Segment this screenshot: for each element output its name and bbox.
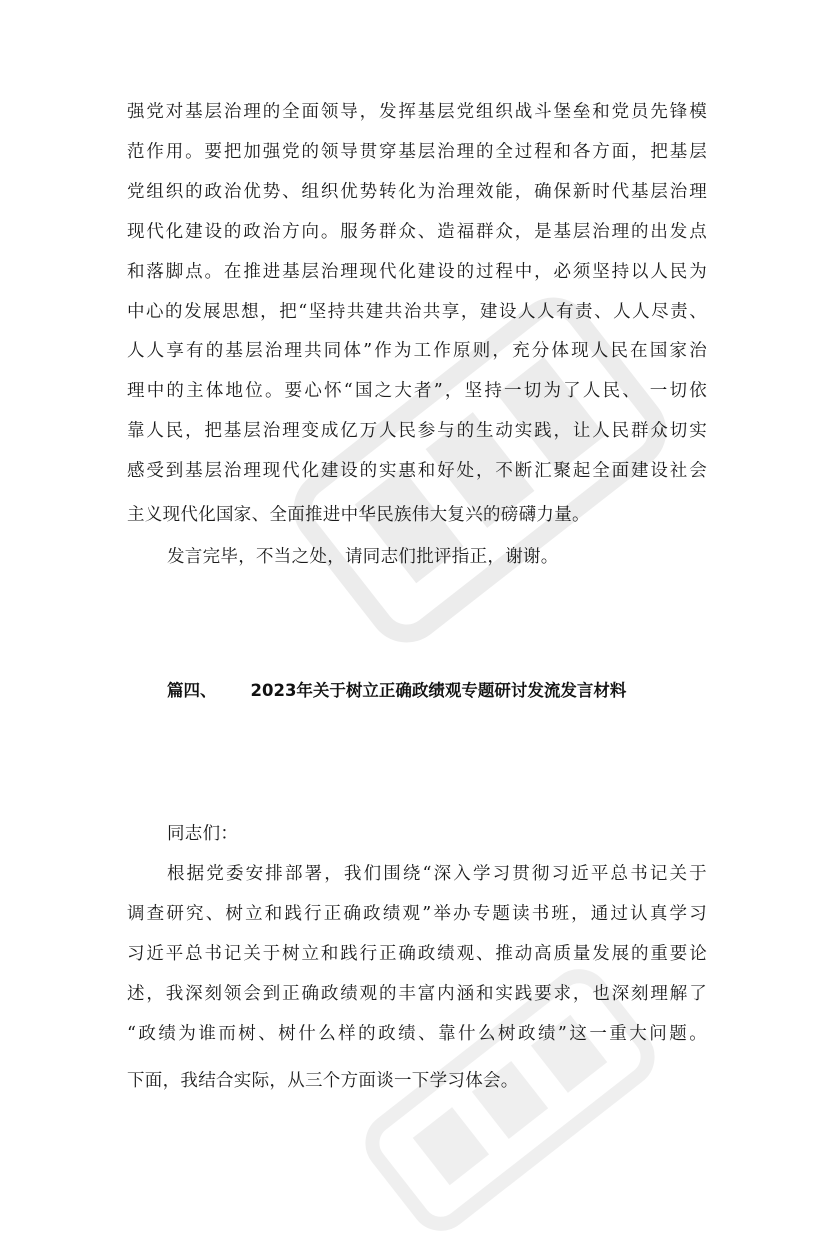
paragraph1-line-7: 人人享有的基层治理共同体”作为工作原则，充分体现人民在国家治 bbox=[127, 341, 707, 361]
paragraph1-line-5: 和落脚点。在推进基层治理现代化建设的过程中，必须坚持以人民为 bbox=[127, 262, 707, 282]
section-title: 2023年关于树立正确政绩观专题研讨发流发言材料 bbox=[250, 681, 627, 700]
paragraph2-line-3: 习近平总书记关于树立和践行正确政绩观、推动高质量发展的重要论 bbox=[127, 944, 707, 964]
paragraph1-line-11: 主义现代化国家、全面推进中华民族伟大复兴的磅礴力量。 bbox=[127, 505, 590, 525]
section-heading bbox=[167, 680, 626, 702]
section-number: 篇四、 bbox=[167, 681, 217, 700]
paragraph1-line-2: 范作用。要把加强党的领导贯穿基层治理的全过程和各方面，把基层 bbox=[127, 142, 707, 162]
paragraph2-line-4: 述，我深刻领会到正确政绩观的丰富内涵和实践要求，也深刻理解了 bbox=[127, 984, 707, 1004]
paragraph2-line-2: 调查研究、树立和践行正确政绩观”举办专题读书班，通过认真学习 bbox=[127, 904, 707, 924]
paragraph1-line-6: 中心的发展思想，把“坚持共建共治共享，建设人人有责、人人尽责、 bbox=[127, 302, 707, 322]
paragraph1-line-3: 党组织的政治优势、组织优势转化为治理效能，确保新时代基层治理 bbox=[127, 182, 707, 202]
closing-remark: 发言完毕，不当之处，请同志们批评指正，谢谢。 bbox=[167, 547, 559, 567]
paragraph1-line-1: 强党对基层治理的全面领导，发挥基层党组织战斗堡垒和党员先锋模 bbox=[127, 102, 707, 122]
salutation: 同志们： bbox=[167, 824, 239, 844]
paragraph2-line-5: “政绩为谁而树、树什么样的政绩、靠什么树政绩”这一重大问题。 bbox=[127, 1024, 707, 1044]
paragraph2-line-1: 根据党委安排部署，我们围绕“深入学习贯彻习近平总书记关于 bbox=[167, 864, 707, 884]
paragraph1-line-10: 感受到基层治理现代化建设的实惠和好处，不断汇聚起全面建设社会 bbox=[127, 461, 707, 481]
paragraph1-line-9: 靠人民，把基层治理变成亿万人民参与的生动实践，让人民群众切实 bbox=[127, 421, 707, 441]
paragraph1-line-8: 理中的主体地位。要心怀“国之大者”，坚持一切为了人民、 一切依 bbox=[127, 381, 707, 401]
paragraph2-line-6: 下面，我结合实际，从三个方面谈一下学习体会。 bbox=[127, 1071, 519, 1091]
paragraph1-line-4: 现代化建设的政治方向。服务群众、造福群众，是基层治理的出发点 bbox=[127, 222, 707, 242]
